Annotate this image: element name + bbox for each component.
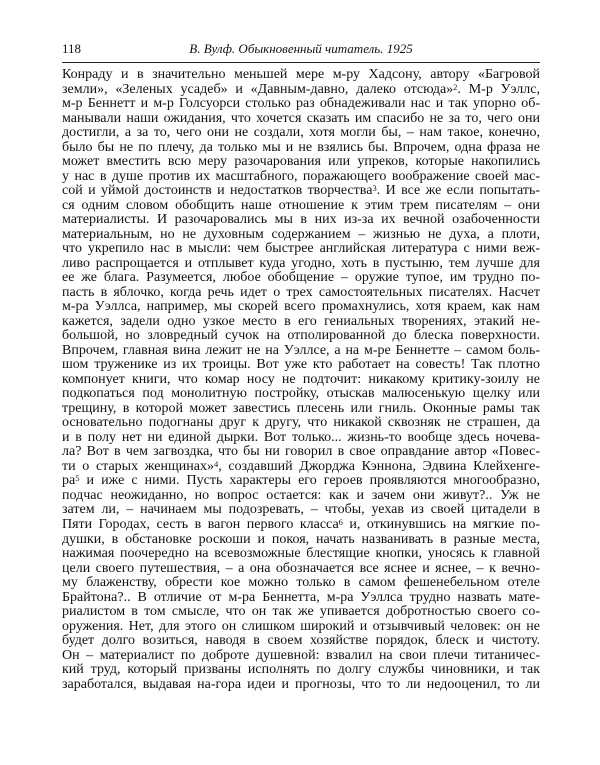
text-line: основательно подогнаны друг к другу, что никакой сквозняк не страшен, да — [62, 415, 540, 431]
body-text — [62, 68, 540, 692]
text-line: Он – материалист по доброте душевной: взвалил на свои плечи титаничес- — [62, 647, 540, 663]
page-number: 118 — [62, 41, 82, 56]
text-line: шом труженике из их троицы. Вот уже кто работает на совесть! Так плотно — [62, 357, 540, 373]
text-line: Конраду и в значительно меньшей мере м-ру Хадсону, автору «Багровой — [62, 67, 540, 82]
running-header — [62, 41, 540, 57]
text-line: ти о старых женщинах»$^4$, создавший Джорджа Кэннона, Эдвина Клейхенге- — [62, 458, 541, 474]
text-line: ся одним словом обобщить наше отношение к этим трем писателям – они — [62, 197, 540, 213]
text-line: му блаженству, обрести кое можно только в самом фешенебельном отеле — [62, 575, 540, 591]
footnote-ref: 6 — [338, 516, 343, 527]
text-line: подчас неожиданно, но вопрос остается: как и зачем они живут?.. Уж не — [62, 487, 540, 503]
footnote-ref: 2 — [453, 81, 458, 92]
text-line: кажется, задели одно узкое место в его гениальных творениях, этакий не- — [62, 313, 540, 329]
text-line: кий труд, который призваны исполнять по долгу службы чиновники, и так — [62, 662, 540, 678]
text-line: оружения. Нет, для этого он слишком широкий и отзывчивый человек: он не — [62, 618, 540, 634]
text-line: будет долго возиться, наводя в своем хозяйстве порядок, блеск и чистоту. — [62, 633, 540, 649]
header-rule — [62, 62, 540, 63]
text-line: манывали наши ожидания, что хочется сказать им спасибо не за то, чего они — [62, 110, 540, 126]
text-line: нажимая поочередно на всевозможные блестящие кнопки, уносясь к главной — [62, 546, 540, 562]
text-line: Впрочем, главная вина лежит не на Уэллсе, а на м-ре Беннетте – самом боль- — [62, 342, 540, 358]
text-line: заработался, выдавая на-гора идеи и прогнозы, что то ли недооценил, то ли — [62, 676, 540, 692]
text-line: м-р Беннетт и м-р Голсуорси столько раз обнадеживали нас и так упорно об- — [62, 96, 540, 112]
text-line: сой и уймой достоинств и недостатков творчества$^3$. И все же если попытать- — [62, 183, 541, 199]
running-title: В. Вулф. Обыкновенный читатель. 1925 — [189, 41, 413, 56]
text-line: материалисты. И разочаровались мы в них из-за их вечной озабоченности — [62, 212, 540, 228]
footnote-ref: 4 — [213, 458, 219, 469]
text-line: и в полу нет ни единой дырки. Вот только... жизнь-то вообще здесь ночева- — [62, 429, 540, 445]
text-line: подкопаться под монолитную постройку, отыскав малюсенькую щелку или — [62, 386, 540, 402]
text-line: компонует книги, что комар носу не подточит: никакому критику-зоилу не — [62, 371, 540, 387]
text-line: риалистом в том смысле, что он так же упивается добротностью своего со- — [62, 604, 540, 620]
text-line: достигли, а за то, чего они не создали, хотя могли бы, – нам такое, конечно, — [62, 125, 540, 141]
text-line: трещину, в которой может завестись плесень или гниль. Оконные рамы так — [62, 400, 540, 416]
text-line: $ра^5$ и иже с ними. Пусть характеры его героев проявляются многообразно, — [62, 473, 540, 489]
text-line: Пяти Городах, сесть в вагон первого класса$^6$ и, откинувшись на мягкие по- — [62, 516, 541, 532]
text-line: земли», «Зеленых усадеб» и «Давным-давно, далеко отсюда»$^2$. М-р Уэллс, — [62, 81, 540, 97]
text-line: что укрепило нас в мысли: чем быстрее английская литература с ними веж- — [62, 241, 540, 257]
footnote-ref: 5 — [75, 473, 80, 484]
text-line: материальным, но не духовным содержанием – жизнью не духа, а плоти, — [62, 226, 540, 242]
text-line: ла? Вот в чем загвоздка, что бы ни говорил в свое оправдание автор «Повес- — [62, 444, 540, 460]
footnote-ref: 3 — [372, 183, 377, 194]
text-line: затем ли, – начинаем мы подозревать, – чтобы, уехав из своей цитадели в — [62, 502, 540, 518]
text-line: ее же блага. Разумеется, любое обобщение – оружие тупое, им трудно по- — [62, 270, 540, 286]
text-line: было бы не по плечу, да только мы и не взялись бы. Впрочем, одна фраза не — [62, 139, 540, 155]
text-line: ливо распрощается и отплывет куда угодно, хоть в пустыню, тем лучше для — [62, 255, 540, 271]
text-line: цели своего путешествия, – а она обозначается все яснее и яснее, – к вечно- — [62, 560, 540, 576]
text-line: душки, в обстановке роскоши и покоя, начать названивать в разные места, — [62, 531, 540, 547]
text-line: большой, но зловредный сучок на отполированной до блеска поверхности. — [62, 328, 540, 344]
text-line: у нас в душе против их масштабного, поражающего воображение своей мас- — [62, 168, 540, 184]
text-line: м-ра Уэллса, например, мы скорей всего промахнулись, хотя краем, как нам — [62, 299, 540, 315]
text-line: Брайтона?.. В отличие от м-ра Беннетта, м-ра Уэллса трудно назвать мате- — [62, 589, 540, 605]
text-line: пасть в яблочко, когда речь идет о трех самостоятельных писателях. Насчет — [62, 284, 540, 300]
text-line: может вместить всю меру разочарования или упреков, которые накопились — [62, 154, 540, 170]
